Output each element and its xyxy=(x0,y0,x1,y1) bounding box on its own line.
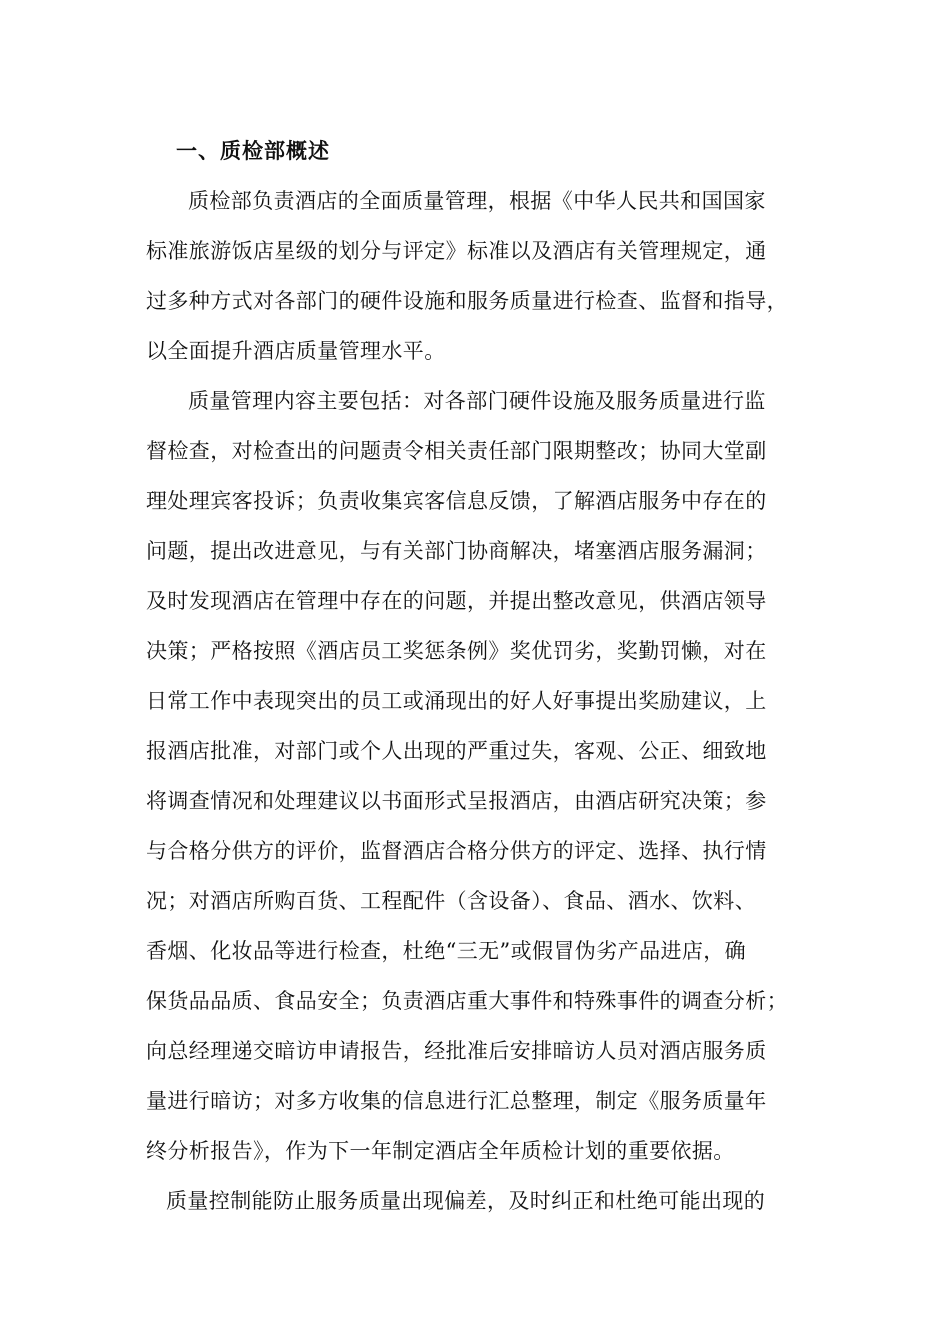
paragraph-line: 决策；严格按照《酒店员工奖惩条例》奖优罚劣，奖勤罚懒，对在 xyxy=(146,639,767,663)
paragraph-line: 过多种方式对各部门的硬件设施和服务质量进行检查、监督和指导， xyxy=(146,289,788,313)
paragraph-line: 质检部负责酒店的全面质量管理，根据《中华人民共和国国家 xyxy=(188,189,766,213)
paragraph-line: 终分析报告》，作为下一年制定酒店全年质检计划的重要依据。 xyxy=(146,1139,735,1163)
paragraph-line: 督检查，对检查出的问题责令相关责任部门限期整改；协同大堂副 xyxy=(146,439,767,463)
paragraph-line: 向总经理递交暗访申请报告，经批准后安排暗访人员对酒店服务质 xyxy=(146,1039,767,1063)
paragraph-line: 量进行暗访；对多方收集的信息进行汇总整理，制定《服务质量年 xyxy=(146,1089,767,1113)
paragraph-line: 标准旅游饭店星级的划分与评定》标准以及酒店有关管理规定，通 xyxy=(146,239,767,263)
paragraph-line: 报酒店批准，对部门或个人出现的严重过失，客观、公正、细致地 xyxy=(146,739,767,763)
section-heading: 一、质检部概述 xyxy=(176,139,330,163)
paragraph-line: 日常工作中表现突出的员工或涌现出的好人好事提出奖励建议，上 xyxy=(146,689,767,713)
paragraph-line: 质量控制能防止服务质量出现偏差，及时纠正和杜绝可能出现的 xyxy=(166,1189,766,1213)
paragraph-line: 理处理宾客投诉；负责收集宾客信息反馈，了解酒店服务中存在的 xyxy=(146,489,767,513)
paragraph-line: 况；对酒店所购百货、工程配件（含设备）、食品、酒水、饮料、 xyxy=(146,889,757,913)
paragraph-line: 保货品品质、食品安全；负责酒店重大事件和特殊事件的调查分析； xyxy=(146,989,788,1013)
paragraph-line: 香烟、化妆品等进行检查，杜绝“三无”或假冒伪劣产品进店，确 xyxy=(146,939,747,963)
paragraph-line: 质量管理内容主要包括：对各部门硬件设施及服务质量进行监 xyxy=(188,389,766,413)
paragraph-line: 与合格分供方的评价，监督酒店合格分供方的评定、选择、执行情 xyxy=(146,839,767,863)
paragraph-line: 以全面提升酒店质量管理水平。 xyxy=(146,339,446,363)
paragraph-line: 将调查情况和处理建议以书面形式呈报酒店，由酒店研究决策；参 xyxy=(146,789,767,813)
paragraph-line: 及时发现酒店在管理中存在的问题，并提出整改意见，供酒店领导 xyxy=(146,589,767,613)
paragraph-line: 问题，提出改进意见，与有关部门协商解决，堵塞酒店服务漏洞； xyxy=(146,539,767,563)
